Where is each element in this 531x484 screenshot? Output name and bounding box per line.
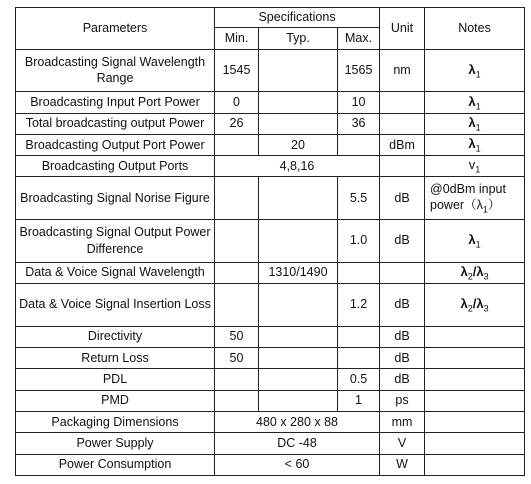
min-cell: 50 [215, 347, 259, 368]
unit-cell: V [380, 433, 425, 454]
lambda-separator: /λ [472, 264, 484, 280]
typ-cell [259, 369, 338, 390]
typ-cell [259, 326, 338, 347]
spec-span-cell: < 60 [215, 454, 380, 475]
notes-cell [425, 92, 525, 113]
typ-cell [259, 113, 338, 134]
notes-cell [425, 369, 525, 390]
param-cell: Power Supply [16, 433, 215, 454]
max-cell: 1.2 [338, 284, 380, 327]
table-row [16, 369, 525, 390]
param-cell: Broadcasting Signal Norise Figure [16, 177, 215, 220]
table-row [16, 347, 525, 368]
spec-span-cell: DC -48 [215, 433, 380, 454]
unit-cell: W [380, 454, 425, 475]
header-specifications: Specifications [215, 8, 380, 28]
max-cell: 10 [338, 92, 380, 113]
table-row [16, 134, 525, 155]
lambda-subscript: 1 [475, 239, 481, 250]
typ-cell [259, 220, 338, 263]
lambda-symbol: λ [460, 264, 468, 280]
min-cell [215, 220, 259, 263]
lambda-symbol: λ [460, 295, 468, 311]
note-line-2-end: ） [487, 198, 501, 213]
typ-cell [259, 347, 338, 368]
lambda-subscript: 1 [475, 101, 481, 112]
table-row [16, 326, 525, 347]
typ-cell [259, 177, 338, 220]
notes-cell [425, 326, 525, 347]
lambda-symbol: λ [468, 61, 476, 77]
unit-cell: dB [380, 326, 425, 347]
max-cell: 1 [338, 390, 380, 411]
param-cell: Broadcasting Signal Output Power Difference [16, 220, 215, 263]
typ-cell [259, 49, 338, 92]
unit-cell [380, 262, 425, 283]
lambda-symbol: λ [468, 93, 476, 109]
typ-cell [259, 390, 338, 411]
param-cell: Data & Voice Signal Insertion Loss [16, 284, 215, 327]
unit-cell: dB [380, 347, 425, 368]
param-cell: PDL [16, 369, 215, 390]
table-row [16, 284, 525, 327]
typ-cell [259, 92, 338, 113]
table-row [16, 454, 525, 475]
unit-cell: dB [380, 177, 425, 220]
note-line-1: @0dBm input [430, 181, 506, 196]
notes-cell [425, 433, 525, 454]
specifications-table [15, 7, 525, 476]
header-parameters: Parameters [16, 8, 215, 50]
header-notes: Notes [425, 8, 525, 50]
param-cell: Directivity [16, 326, 215, 347]
table-row [16, 220, 525, 263]
param-cell: Broadcasting Output Port Power [16, 134, 215, 155]
spec-span-cell: 480 x 280 x 88 [215, 411, 380, 432]
notes-cell [425, 113, 525, 134]
header-typ: Typ. [259, 28, 338, 49]
param-cell: Broadcasting Input Port Power [16, 92, 215, 113]
lambda-separator: /λ [472, 295, 484, 311]
table-row [16, 262, 525, 283]
spec-span-cell: 4,8,16 [215, 156, 380, 177]
lambda-subscript: 2 [467, 303, 473, 314]
typ-cell: 20 [259, 134, 338, 155]
min-cell: 0 [215, 92, 259, 113]
unit-cell [380, 92, 425, 113]
unit-cell: ps [380, 390, 425, 411]
param-cell: Packaging Dimensions [16, 411, 215, 432]
table-row [16, 156, 525, 177]
notes-cell [425, 454, 525, 475]
unit-cell: nm [380, 49, 425, 92]
lambda-subscript: 2 [467, 271, 473, 282]
table-row [16, 177, 525, 220]
max-cell [338, 347, 380, 368]
typ-cell [259, 284, 338, 327]
unit-cell [380, 156, 425, 177]
table-row [16, 113, 525, 134]
max-cell: 1565 [338, 49, 380, 92]
unit-cell: dB [380, 220, 425, 263]
lambda-subscript: 3 [483, 303, 489, 314]
notes-cell [425, 390, 525, 411]
param-cell: Return Loss [16, 347, 215, 368]
min-cell: 26 [215, 113, 259, 134]
min-cell: 50 [215, 326, 259, 347]
unit-cell: mm [380, 411, 425, 432]
typ-cell: 1310/1490 [259, 262, 338, 283]
param-cell: Total broadcasting output Power [16, 113, 215, 134]
unit-cell: dB [380, 369, 425, 390]
max-cell: 1.0 [338, 220, 380, 263]
notes-cell [425, 262, 525, 283]
lambda-subscript: 1 [475, 122, 481, 133]
max-cell [338, 326, 380, 347]
table-row [16, 433, 525, 454]
lambda-symbol: λ [468, 136, 476, 152]
min-cell [215, 284, 259, 327]
table-row [16, 92, 525, 113]
lambda-subscript: 1 [475, 69, 481, 80]
unit-cell: dBm [380, 134, 425, 155]
min-cell [215, 262, 259, 283]
max-cell: 0.5 [338, 369, 380, 390]
note-line-2-subscript: 1 [482, 204, 488, 215]
lambda-symbol: λ [468, 232, 476, 248]
lambda-symbol: λ [468, 114, 476, 130]
notes-cell [425, 411, 525, 432]
param-cell: Data & Voice Signal Wavelength [16, 262, 215, 283]
notes-cell [425, 156, 525, 177]
lambda-subscript: 3 [483, 271, 489, 282]
lambda-subscript: 1 [475, 143, 481, 154]
table-row [16, 49, 525, 92]
min-cell: 1545 [215, 49, 259, 92]
param-cell: Broadcasting Signal Wavelength Range [16, 49, 215, 92]
param-cell: Broadcasting Output Ports [16, 156, 215, 177]
table-row [16, 411, 525, 432]
header-unit: Unit [380, 8, 425, 50]
param-cell: PMD [16, 390, 215, 411]
max-cell: 36 [338, 113, 380, 134]
notes-cell [425, 220, 525, 263]
unit-cell: dB [380, 284, 425, 327]
max-cell [338, 134, 380, 155]
min-cell [215, 369, 259, 390]
notes-cell [425, 49, 525, 92]
param-cell: Power Consumption [16, 454, 215, 475]
nu-symbol: v [468, 157, 476, 173]
table-row [16, 390, 525, 411]
header-min: Min. [215, 28, 259, 49]
min-cell [215, 134, 259, 155]
nu-subscript: 1 [475, 165, 481, 176]
min-cell [215, 177, 259, 220]
min-cell [215, 390, 259, 411]
notes-cell [425, 347, 525, 368]
unit-cell [380, 113, 425, 134]
notes-cell [425, 284, 525, 327]
max-cell [338, 262, 380, 283]
notes-cell [425, 177, 525, 220]
header-max: Max. [338, 28, 380, 49]
notes-cell [425, 134, 525, 155]
max-cell: 5.5 [338, 177, 380, 220]
note-line-2: power（λ [430, 198, 483, 213]
